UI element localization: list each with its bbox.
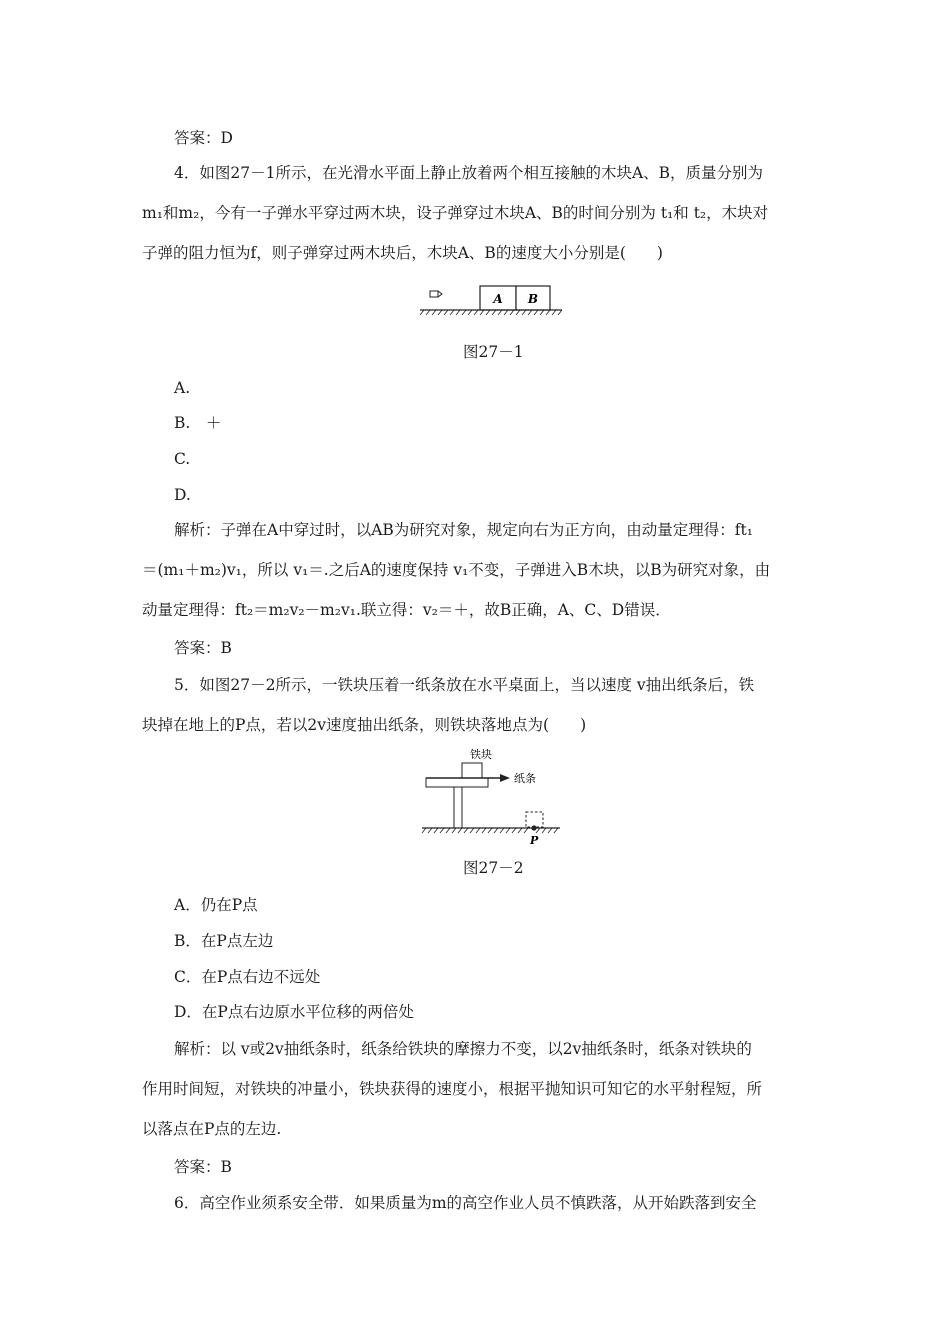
- q5-stem-line-1: 5．如图27－2所示，一铁块压着一纸条放在水平桌面上，当以速度 v抽出纸条后，铁: [174, 676, 755, 694]
- q5-analysis-line-2: 作用时间短，对铁块的冲量小，铁块获得的速度小，根据平抛知识可知它的水平射程短，所: [142, 1080, 763, 1098]
- iron-block-label: 铁块: [470, 748, 492, 761]
- q4-option-d: D.: [174, 486, 191, 504]
- paper-strip-label: 纸条: [514, 772, 536, 785]
- q4-stem-line-3: 子弹的阻力恒为f，则子弹穿过两木块后，木块A、B的速度大小分别是( ): [142, 244, 663, 262]
- table-top: [426, 778, 488, 787]
- block-a-label: A: [493, 292, 503, 306]
- q5-option-a: A．仍在P点: [174, 896, 258, 914]
- q5-analysis-line-1: 解析：以 v或2v抽纸条时，纸条给铁块的摩擦力不变，以2v抽纸条时，纸条对铁块的: [174, 1040, 752, 1058]
- q5-stem-line-2: 块掉在地上的P点，若以2v速度抽出纸条，则铁块落地点为( ): [142, 716, 587, 734]
- q4-option-b: B. ＋: [174, 414, 222, 432]
- q5-analysis-line-3: 以落点在P点的左边.: [142, 1120, 282, 1138]
- q5-option-d: D．在P点右边原水平位移的两倍处: [174, 1003, 414, 1021]
- q4-stem-line-1: 4．如图27－1所示，在光滑水平面上静止放着两个相互接触的木块A、B，质量分别为: [174, 164, 764, 182]
- arrow-icon: [500, 774, 510, 782]
- figure-27-1: [418, 282, 568, 320]
- bullet-icon: [430, 291, 442, 297]
- figure-27-1-caption: 图27－1: [463, 343, 524, 361]
- q4-analysis-line-1: 解析：子弹在A中穿过时，以AB为研究对象，规定向右为正方向，由动量定理得：ft₁: [174, 521, 753, 539]
- figure-27-2: [418, 744, 568, 852]
- q4-option-c: C.: [174, 450, 191, 468]
- q5-option-c: C．在P点右边不远处: [174, 968, 321, 986]
- q4-analysis-line-3: 动量定理得：ft₂＝m₂v₂－m₂v₁.联立得：v₂＝＋，故B正确，A、C、D错误．: [142, 601, 671, 619]
- iron-block: [462, 763, 482, 778]
- q4-stem-line-2: m₁和m₂，今有一子弹水平穿过两木块，设子弹穿过木块A、B的时间分别为 t₁和 t₂，木块对: [142, 204, 769, 222]
- table-leg: [454, 787, 462, 828]
- q4-answer: 答案：B: [174, 639, 232, 657]
- point-p-label: P: [530, 834, 539, 847]
- q4-option-a: A.: [174, 379, 191, 397]
- q5-option-b: B．在P点左边: [174, 932, 274, 950]
- answer-q3: 答案：D: [174, 129, 233, 147]
- block-b-label: B: [527, 292, 539, 306]
- q6-stem-line-1: 6．高空作业须系安全带．如果质量为m的高空作业人员不慎跌落，从开始跌落到安全: [174, 1194, 757, 1212]
- landing-outline: [526, 812, 543, 827]
- figure-27-2-caption: 图27－2: [463, 859, 524, 877]
- q5-answer: 答案：B: [174, 1158, 232, 1176]
- q4-analysis-line-2: ＝(m₁＋m₂)v₁，所以 v₁＝.之后A的速度保持 v₁不变，子弹进入B木块，以B为研究对象，由: [142, 561, 771, 579]
